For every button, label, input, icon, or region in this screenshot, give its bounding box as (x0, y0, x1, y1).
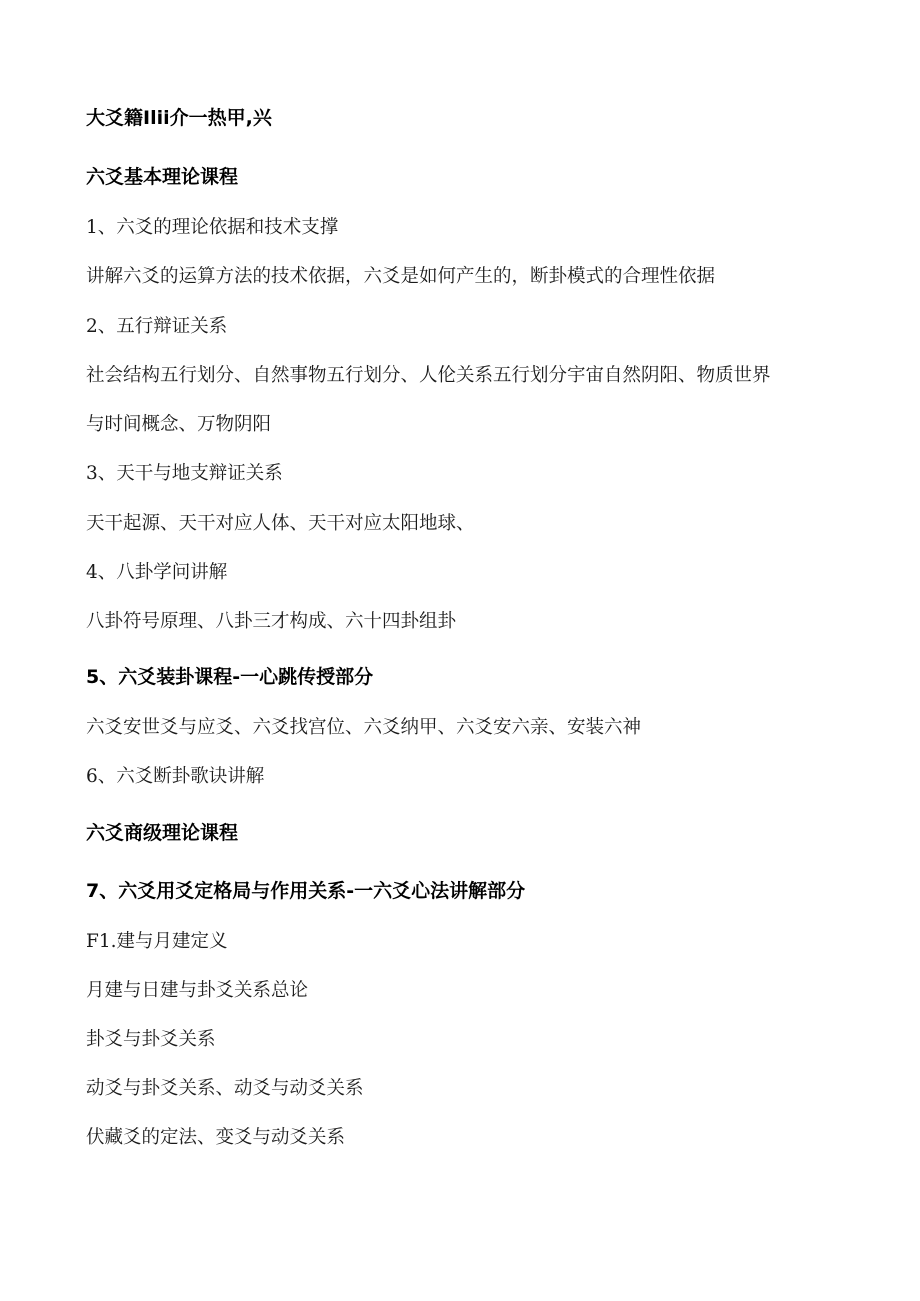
document-title: 大爻籍Ilii介一热甲,兴 (86, 107, 272, 129)
paragraph-1: 讲解六爻的运算方法的技术依据，六爻是如何产生的，断卦模式的合理性依据 (86, 266, 716, 287)
item-heading-6: 6、六爻断卦歌诀讲解 (86, 766, 265, 787)
list-item-2: 卦爻与卦爻关系 (86, 1029, 216, 1050)
paragraph-5: 六爻安世爻与应爻、六爻找宫位、六爻纳甲、六爻安六亲、安装六神 (86, 717, 642, 738)
section-heading-basic-course: 六爻基本理论课程 (86, 166, 239, 188)
section-heading-advanced-course: 六爻商级理论课程 (86, 822, 239, 844)
paragraph-2-line-1: 社会结构五行划分、自然事物五行划分、人伦关系五行划分宇宙自然阴阳、物质世界 (86, 365, 771, 386)
item-heading-4: 4、八卦学问讲解 (86, 562, 228, 583)
item-heading-1: 1、六爻的理论依据和技术支撑 (86, 217, 339, 238)
list-item-3: 动爻与卦爻关系、动爻与动爻关系 (86, 1078, 364, 1099)
item-heading-2: 2、五行辩证关系 (86, 316, 228, 337)
item-heading-3: 3、天干与地支辩证关系 (86, 463, 283, 484)
item-heading-f1: F1.建与月建定义 (86, 931, 228, 952)
item-heading-7: 7、六爻用爻定格局与作用关系-一六爻心法讲解部分 (86, 880, 526, 902)
item-heading-5: 5、六爻装卦课程-一心跳传授部分 (86, 666, 374, 688)
list-item-1: 月建与日建与卦爻关系总论 (86, 980, 309, 1001)
paragraph-4: 八卦符号原理、八卦三才构成、六十四卦组卦 (86, 611, 457, 632)
list-item-4: 伏藏爻的定法、变爻与动爻关系 (86, 1127, 346, 1148)
paragraph-2-line-2: 与时间概念、万物阴阳 (86, 414, 272, 435)
paragraph-3: 天干起源、天干对应人体、天干对应太阳地球、 (86, 513, 475, 534)
